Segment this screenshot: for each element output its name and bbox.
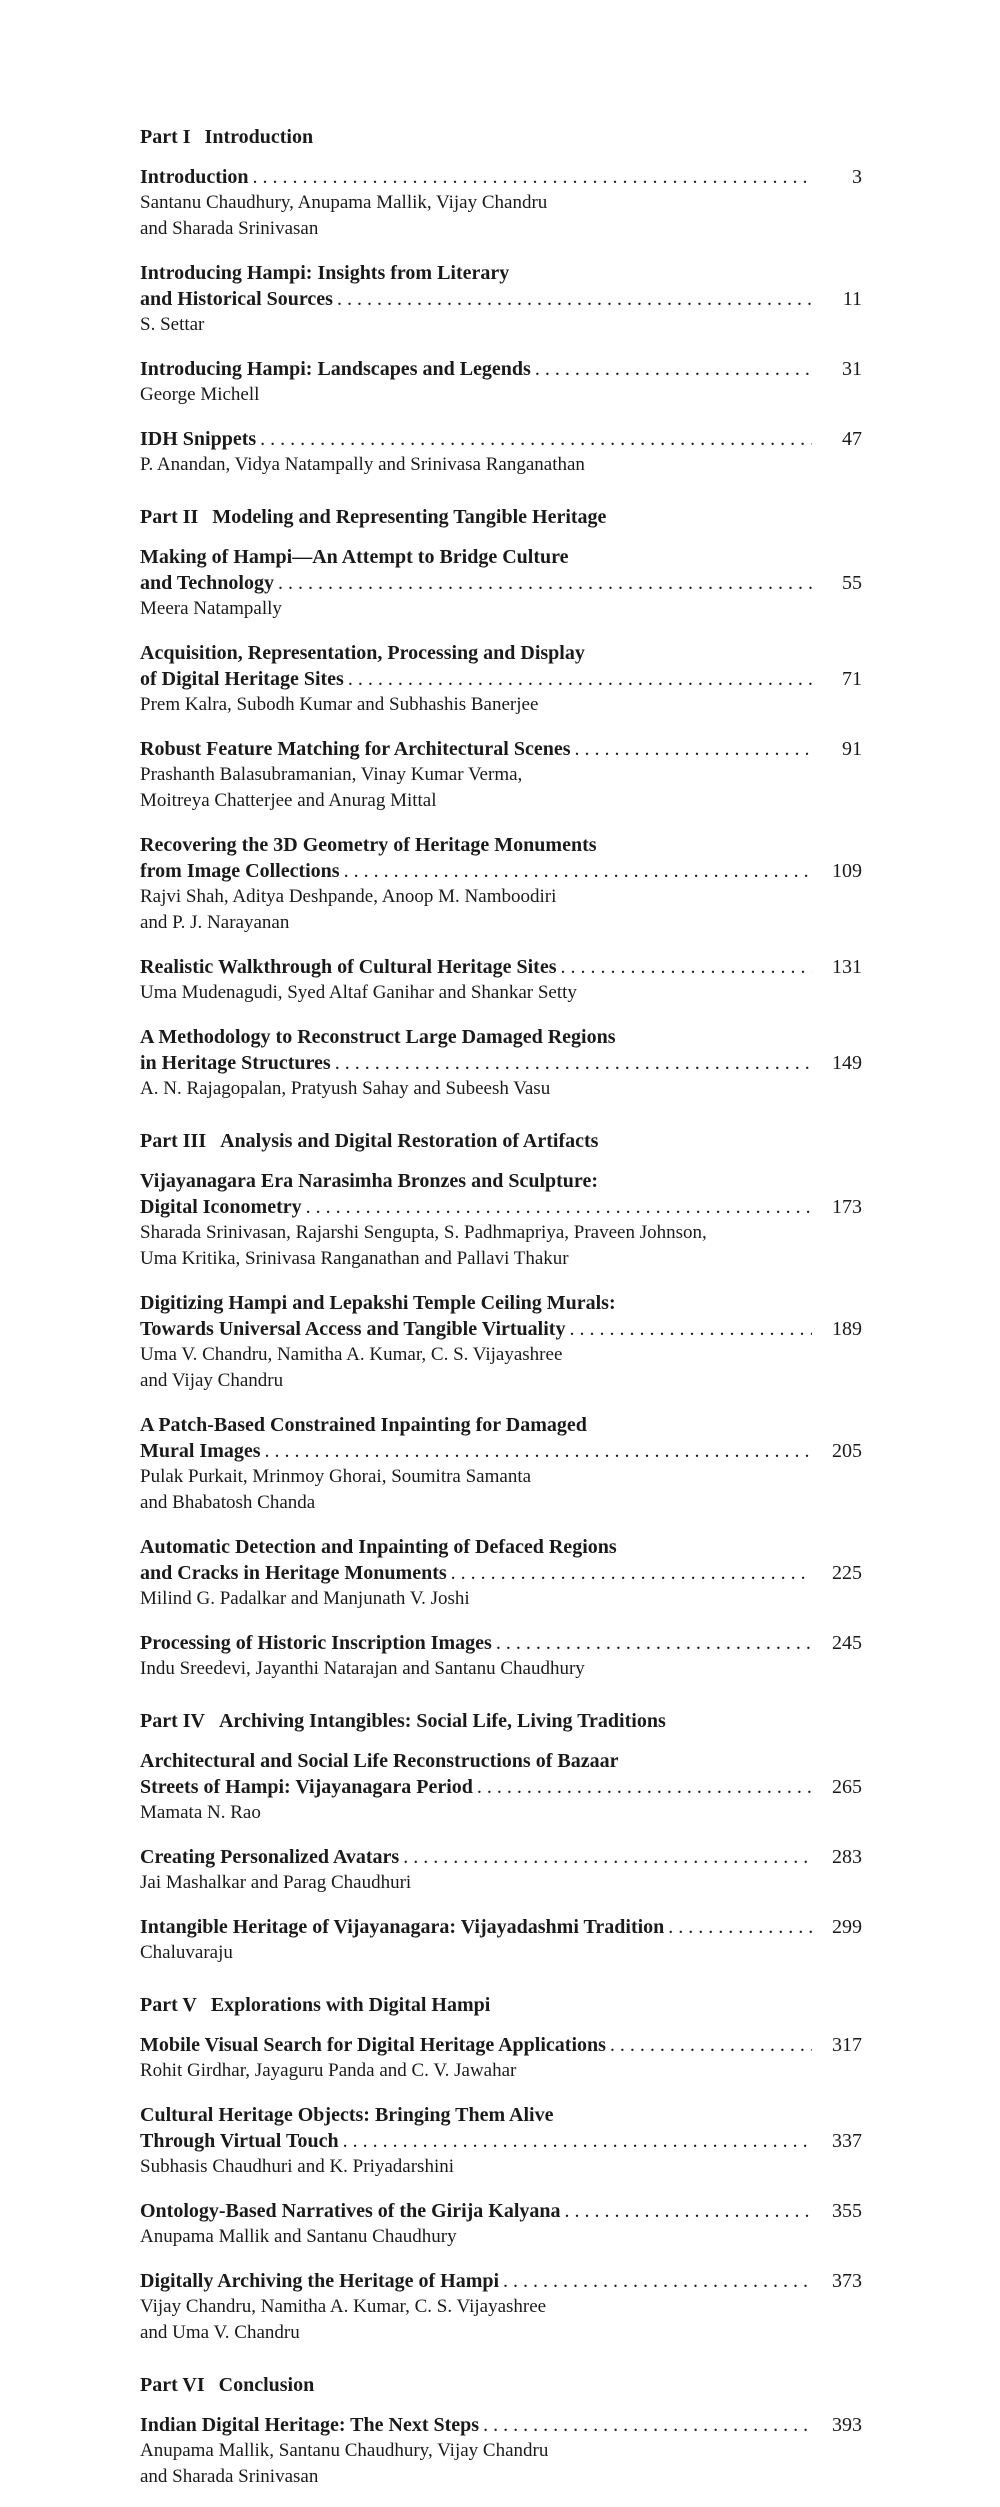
chapter-entry[interactable] xyxy=(140,2198,862,2250)
chapter-authors: and Vijay Chandru xyxy=(140,1370,284,1391)
chapter-title-row[interactable] xyxy=(140,356,862,382)
dot-leader xyxy=(306,1194,812,1220)
part-section xyxy=(140,1128,862,1682)
chapter-title-line[interactable]: Cultural Heritage Objects: Bringing Them Alive xyxy=(140,2104,554,2126)
dot-leader xyxy=(253,164,812,190)
page-number[interactable]: 31 xyxy=(842,358,862,380)
chapter-entry[interactable] xyxy=(140,2268,862,2346)
chapter-authors: Rajvi Shah, Aditya Deshpande, Anoop M. Namboodiri xyxy=(140,886,557,907)
chapter-entry[interactable] xyxy=(140,640,862,718)
dot-leader xyxy=(569,1316,812,1342)
chapter-title-line[interactable]: Creating Personalized Avatars xyxy=(140,1846,400,1868)
chapter-authors: P. Anandan, Vidya Natampally and Srinivasa Ranganathan xyxy=(140,454,585,475)
chapter-entry[interactable] xyxy=(140,1534,862,1612)
part-number: Part V xyxy=(140,1994,197,2016)
chapter-title-line[interactable]: Mobile Visual Search for Digital Heritage Applications xyxy=(140,2034,606,2056)
part-number: Part III xyxy=(140,1130,207,1152)
dot-leader xyxy=(335,1050,812,1076)
chapter-authors: and P. J. Narayanan xyxy=(140,912,290,933)
chapter-title-line[interactable]: Recovering the 3D Geometry of Heritage Monuments xyxy=(140,834,597,856)
chapter-title-line[interactable]: Digitally Archiving the Heritage of Hampi xyxy=(140,2270,500,2292)
page-number[interactable]: 299 xyxy=(832,1916,862,1938)
chapter-title-line[interactable]: Ontology-Based Narratives of the Girija Kalyana xyxy=(140,2200,561,2222)
chapter-title-line[interactable]: Introduction xyxy=(140,166,249,188)
chapter-title-row[interactable] xyxy=(140,2198,862,2224)
chapter-authors: Vijay Chandru, Namitha A. Kumar, C. S. Vijayashree xyxy=(140,2296,547,2317)
chapter-title-line[interactable]: Mural Images xyxy=(140,1440,261,1462)
chapter-entry[interactable] xyxy=(140,1168,862,1272)
part-number: Part I xyxy=(140,126,191,148)
chapter-title-line[interactable]: Towards Universal Access and Tangible Virtuality xyxy=(140,1318,566,1340)
dot-leader xyxy=(343,2128,812,2154)
chapter-title-line[interactable]: Through Virtual Touch xyxy=(140,2130,339,2152)
page-number[interactable]: 205 xyxy=(832,1440,862,1462)
chapter-title-line[interactable]: Processing of Historic Inscription Images xyxy=(140,1632,492,1654)
part-title: Introduction xyxy=(204,126,314,148)
dot-leader xyxy=(344,858,812,884)
chapter-authors: Chaluvaraju xyxy=(140,1942,233,1963)
dot-leader xyxy=(403,1844,812,1870)
chapter-authors: Moitreya Chatterjee and Anurag Mittal xyxy=(140,790,437,811)
chapter-authors: Meera Natampally xyxy=(140,598,282,619)
dot-leader xyxy=(496,1630,812,1656)
chapter-entry[interactable] xyxy=(140,164,862,242)
page-number[interactable]: 245 xyxy=(832,1632,862,1654)
chapter-entry[interactable] xyxy=(140,2412,862,2490)
chapter-title-line[interactable]: Acquisition, Representation, Processing and Display xyxy=(140,642,585,664)
part-number: Part II xyxy=(140,506,199,528)
page-number[interactable]: 225 xyxy=(832,1562,862,1584)
chapter-title-line[interactable]: A Methodology to Reconstruct Large Damaged Regions xyxy=(140,1026,616,1048)
dot-leader xyxy=(477,1774,812,1800)
page-number[interactable]: 317 xyxy=(832,2034,862,2056)
chapter-title-row[interactable] xyxy=(140,2268,862,2294)
chapter-entry[interactable] xyxy=(140,1024,862,1102)
chapter-entry[interactable] xyxy=(140,832,862,936)
chapter-entry[interactable] xyxy=(140,736,862,814)
part-section xyxy=(140,1708,862,1966)
dot-leader xyxy=(451,1560,812,1586)
chapter-authors: George Michell xyxy=(140,384,260,405)
part-number: Part IV xyxy=(140,1710,205,1732)
page-number[interactable]: 11 xyxy=(842,288,862,310)
chapter-title-row[interactable] xyxy=(140,858,862,884)
page-number[interactable]: 109 xyxy=(832,860,862,882)
chapter-authors: Mamata N. Rao xyxy=(140,1802,261,1823)
chapter-title-row[interactable] xyxy=(140,1630,862,1656)
part-section xyxy=(140,504,862,1102)
chapter-entry[interactable] xyxy=(140,544,862,622)
chapter-title-row[interactable] xyxy=(140,2128,862,2154)
chapter-title-line[interactable]: Automatic Detection and Inpainting of Defaced Regions xyxy=(140,1536,617,1558)
chapter-entry[interactable] xyxy=(140,1844,862,1896)
part-title: Analysis and Digital Restoration of Artifacts xyxy=(220,1130,599,1152)
page-number[interactable]: 189 xyxy=(832,1318,862,1340)
chapter-title-row[interactable] xyxy=(140,2032,862,2058)
chapter-entry[interactable] xyxy=(140,426,862,478)
page-number[interactable]: 173 xyxy=(832,1196,862,1218)
chapter-title-row[interactable] xyxy=(140,1050,862,1076)
dot-leader xyxy=(278,570,812,596)
chapter-title-row[interactable] xyxy=(140,1914,862,1940)
dot-leader xyxy=(565,2198,812,2224)
chapter-title-row[interactable] xyxy=(140,1316,862,1342)
dot-leader xyxy=(560,954,812,980)
part-title: Explorations with Digital Hampi xyxy=(210,1994,491,2016)
chapter-title-row[interactable] xyxy=(140,1194,862,1220)
part-heading xyxy=(140,2372,862,2398)
chapter-authors: Uma V. Chandru, Namitha A. Kumar, C. S. Vijayashree xyxy=(140,1344,563,1365)
chapter-title-row[interactable] xyxy=(140,954,862,980)
chapter-authors: Pulak Purkait, Mrinmoy Ghorai, Soumitra Samanta xyxy=(140,1466,532,1487)
part-title: Archiving Intangibles: Social Life, Living Traditions xyxy=(218,1710,666,1732)
chapter-title-line[interactable]: Intangible Heritage of Vijayanagara: Vijayadashmi Tradition xyxy=(140,1916,665,1938)
chapter-authors: Subhasis Chaudhuri and K. Priyadarshini xyxy=(140,2156,455,2177)
chapter-title-row[interactable] xyxy=(140,736,862,762)
part-heading xyxy=(140,1708,862,1734)
part-heading xyxy=(140,1992,862,2018)
chapter-list xyxy=(140,2412,862,2490)
chapter-authors: and Uma V. Chandru xyxy=(140,2322,300,2343)
chapter-title-line[interactable]: Introducing Hampi: Landscapes and Legends xyxy=(140,358,531,380)
chapter-authors: Milind G. Padalkar and Manjunath V. Joshi xyxy=(140,1588,470,1609)
chapter-authors: Jai Mashalkar and Parag Chaudhuri xyxy=(140,1872,412,1893)
dot-leader xyxy=(260,426,812,452)
chapter-authors: Indu Sreedevi, Jayanthi Natarajan and Santanu Chaudhury xyxy=(140,1658,585,1679)
page-number[interactable]: 337 xyxy=(832,2130,862,2152)
chapter-list xyxy=(140,544,862,1102)
dot-leader xyxy=(503,2268,812,2294)
chapter-authors: Uma Kritika, Srinivasa Ranganathan and Pallavi Thakur xyxy=(140,1248,569,1269)
page-number[interactable]: 355 xyxy=(832,2200,862,2222)
dot-leader xyxy=(535,356,812,382)
part-heading xyxy=(140,124,862,150)
chapter-title-line[interactable]: Robust Feature Matching for Architectural Scenes xyxy=(140,738,571,760)
dot-leader xyxy=(348,666,812,692)
chapter-list xyxy=(140,2032,862,2346)
chapter-title-row[interactable] xyxy=(140,570,862,596)
chapter-authors: Prashanth Balasubramanian, Vinay Kumar Verma, xyxy=(140,764,523,785)
chapter-title-line[interactable]: and Technology xyxy=(140,572,274,594)
chapter-title-row[interactable] xyxy=(140,164,862,190)
chapter-entry[interactable] xyxy=(140,1630,862,1682)
chapter-authors: and Sharada Srinivasan xyxy=(140,218,319,239)
chapter-title-line[interactable]: IDH Snippets xyxy=(140,428,257,450)
part-title: Conclusion xyxy=(218,2374,315,2396)
dot-leader xyxy=(265,1438,812,1464)
part-section xyxy=(140,124,862,478)
chapter-authors: S. Settar xyxy=(140,314,205,335)
chapter-title-line[interactable]: Digitizing Hampi and Lepakshi Temple Ceiling Murals: xyxy=(140,1292,616,1314)
chapter-title-row[interactable] xyxy=(140,1774,862,1800)
dot-leader xyxy=(483,2412,812,2438)
chapter-authors: and Bhabatosh Chanda xyxy=(140,1492,316,1513)
page-number[interactable]: 47 xyxy=(842,428,862,450)
page-number[interactable]: 393 xyxy=(832,2414,862,2436)
chapter-title-line[interactable]: of Digital Heritage Sites xyxy=(140,668,344,690)
page-number[interactable]: 3 xyxy=(852,166,862,188)
chapter-title-line[interactable]: Introducing Hampi: Insights from Literary xyxy=(140,262,510,284)
chapter-authors: and Sharada Srinivasan xyxy=(140,2466,319,2487)
chapter-entry[interactable] xyxy=(140,356,862,408)
dot-leader xyxy=(668,1914,812,1940)
chapter-title-line[interactable]: Indian Digital Heritage: The Next Steps xyxy=(140,2414,480,2436)
dot-leader xyxy=(575,736,813,762)
chapter-authors: Prem Kalra, Subodh Kumar and Subhashis Banerjee xyxy=(140,694,539,715)
chapter-entry[interactable] xyxy=(140,2102,862,2180)
chapter-authors: A. N. Rajagopalan, Pratyush Sahay and Subeesh Vasu xyxy=(140,1078,551,1099)
chapter-list xyxy=(140,1748,862,1966)
chapter-title-row[interactable] xyxy=(140,286,862,312)
chapter-title-row[interactable] xyxy=(140,1560,862,1586)
part-section xyxy=(140,1992,862,2346)
page-number[interactable]: 265 xyxy=(832,1776,862,1798)
chapter-title-row[interactable] xyxy=(140,666,862,692)
chapter-list xyxy=(140,164,862,478)
page-number[interactable]: 71 xyxy=(842,668,862,690)
page-number[interactable]: 149 xyxy=(832,1052,862,1074)
chapter-title-line[interactable]: Architectural and Social Life Reconstructions of Bazaar xyxy=(140,1750,619,1772)
chapter-title-line[interactable]: Vijayanagara Era Narasimha Bronzes and Sculpture: xyxy=(140,1170,598,1192)
chapter-authors: Uma Mudenagudi, Syed Altaf Ganihar and Shankar Setty xyxy=(140,982,577,1003)
chapter-title-line[interactable]: Streets of Hampi: Vijayanagara Period xyxy=(140,1776,473,1798)
chapter-entry[interactable] xyxy=(140,954,862,1006)
page-number[interactable]: 283 xyxy=(832,1846,862,1868)
page-number[interactable]: 131 xyxy=(832,956,862,978)
chapter-entry[interactable] xyxy=(140,1290,862,1394)
chapter-entry[interactable] xyxy=(140,2032,862,2084)
part-number: Part VI xyxy=(140,2374,205,2396)
chapter-title-line[interactable]: A Patch-Based Constrained Inpainting for Damaged xyxy=(140,1414,587,1436)
chapter-authors: Sharada Srinivasan, Rajarshi Sengupta, S. Padhmapriya, Praveen Johnson, xyxy=(140,1222,707,1243)
chapter-authors: Rohit Girdhar, Jayaguru Panda and C. V. Jawahar xyxy=(140,2060,517,2081)
chapter-title-row[interactable] xyxy=(140,426,862,452)
chapter-authors: Santanu Chaudhury, Anupama Mallik, Vijay Chandru xyxy=(140,192,548,213)
part-title: Modeling and Representing Tangible Heritage xyxy=(212,506,607,528)
chapter-title-line[interactable]: Digital Iconometry xyxy=(140,1196,302,1218)
chapter-title-line[interactable]: Making of Hampi—An Attempt to Bridge Culture xyxy=(140,546,569,568)
page-number[interactable]: 373 xyxy=(832,2270,862,2292)
chapter-entry[interactable] xyxy=(140,1412,862,1516)
dot-leader xyxy=(610,2032,812,2058)
dot-leader xyxy=(337,286,812,312)
chapter-title-line[interactable]: in Heritage Structures xyxy=(140,1052,331,1074)
part-heading xyxy=(140,1128,862,1154)
table-of-contents xyxy=(140,124,862,2490)
chapter-title-line[interactable]: from Image Collections xyxy=(140,860,340,882)
part-section xyxy=(140,2372,862,2490)
chapter-title-line[interactable]: and Cracks in Heritage Monuments xyxy=(140,1562,447,1584)
chapter-title-row[interactable] xyxy=(140,1844,862,1870)
chapter-title-row[interactable] xyxy=(140,2412,862,2438)
chapter-list xyxy=(140,1168,862,1682)
chapter-title-line[interactable]: and Historical Sources xyxy=(140,288,333,310)
chapter-entry[interactable] xyxy=(140,1914,862,1966)
chapter-entry[interactable] xyxy=(140,260,862,338)
chapter-entry[interactable] xyxy=(140,1748,862,1826)
page-number[interactable]: 55 xyxy=(842,572,862,594)
chapter-title-row[interactable] xyxy=(140,1438,862,1464)
chapter-title-line[interactable]: Realistic Walkthrough of Cultural Heritage Sites xyxy=(140,956,557,978)
chapter-authors: Anupama Mallik, Santanu Chaudhury, Vijay Chandru xyxy=(140,2440,549,2461)
part-heading xyxy=(140,504,862,530)
chapter-authors: Anupama Mallik and Santanu Chaudhury xyxy=(140,2226,457,2247)
page-number[interactable]: 91 xyxy=(842,738,862,760)
